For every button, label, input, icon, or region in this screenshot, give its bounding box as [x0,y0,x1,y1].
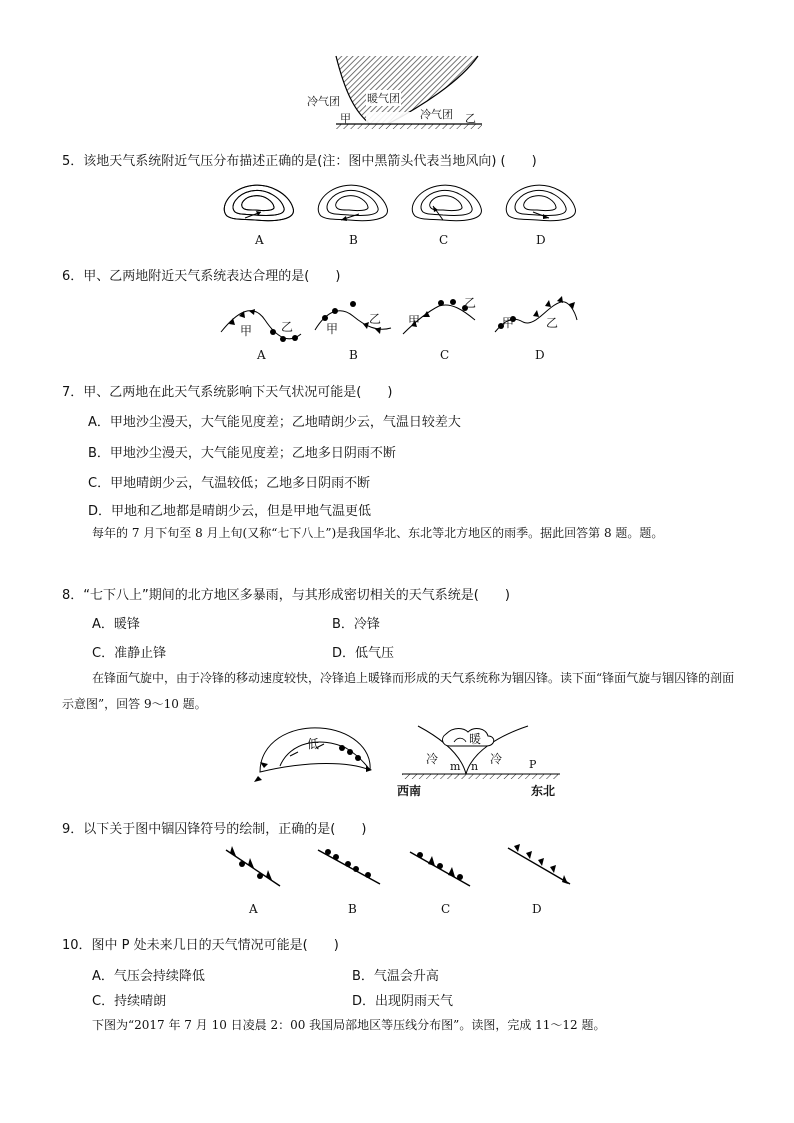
question-9: 9．以下关于图中锢囚锋符号的绘制，正确的是( ) [62,822,367,837]
q8-option-a: A．暖锋 [92,617,140,632]
question-7: 7．甲、乙两地在此天气系统影响下天气状况可能是( ) [62,385,393,400]
question-8: 8．“七下八上”期间的北方地区多暴雨，与其形成密切相关的天气系统是( ) [62,588,510,603]
passage-occluded-front: 在锋面气旋中，由于冷锋的移动速度较快，冷锋追上暖锋而形成的天气系统称为锢囚锋。读下面“锋面气旋与锢囚锋的剖面示意图”，回答 9～10 题。 [62,671,735,711]
q9-label-a: A [249,902,258,916]
q6-a-jia: 甲 [240,324,253,338]
occl-cold-right-label: 冷 [490,752,503,766]
occl-warm-label: 暖 [469,732,482,746]
q10-option-b: B．气温会升高 [352,969,439,984]
occl-symbol-b [318,849,380,884]
passage-qixia-bashang: 每年的 7 月下旬至 8 月上旬(又称“七下八上”)是我国华北、东北等北方地区的雨季。据此回答第 8 题。题。 [92,526,664,540]
passage-isobar-map: 下图为“2017 年 7 月 10 日凌晨 2：00 我国局部地区等压线分布图”。读图，完成 11～12 题。 [92,1018,606,1032]
q6-label-a: A [257,348,266,362]
cold-air-mass-label-right: 冷气团 [420,108,453,121]
occl-symbol-d [508,844,570,884]
q5-label-c: C [439,233,449,247]
isobar-option-d [506,185,575,220]
q9-label-d: D [532,902,542,916]
q5-isobar-options [215,178,595,230]
occl-n-label: n [471,760,479,773]
question-6: 6．甲、乙两地附近天气系统表达合理的是( ) [62,269,341,284]
q6-a-yi: 乙 [281,320,294,334]
q6-d-jia: 甲 [502,316,515,330]
question-5: 5．该地天气系统附近气压分布描述正确的是(注：图中黑箭头代表当地风向) ( ) [62,154,537,169]
occl-symbol-c [410,852,470,886]
q6-b-jia: 甲 [326,322,339,336]
warm-air-mass-label: 暖气团 [367,92,400,105]
q5-label-b: B [349,233,358,247]
q10-option-a: A．气压会持续降低 [92,969,205,984]
q5-label-a: A [255,233,264,247]
location-yi-label: 乙 [465,112,476,125]
q8-option-c: C．准静止锋 [92,646,167,661]
q6-b-yi: 乙 [369,312,382,326]
occl-p-label: P [529,758,537,771]
q9-occluded-symbol-options [220,842,580,894]
q6-c-yi: 乙 [464,296,477,310]
ground-surface [336,124,482,129]
question-10: 10．图中 P 处未来几日的天气情况可能是( ) [62,938,339,953]
isobar-option-b [318,185,387,221]
occl-symbol-a [226,846,280,886]
occl-southwest-label: 西南 [397,784,422,798]
q8-option-d: D．低气压 [332,646,395,661]
isobar-option-c [412,185,481,220]
q7-option-d: D．甲地和乙地都是晴朗少云，但是甲地气温更低 [88,504,372,519]
q6-label-b: B [349,348,358,362]
q6-c-jia: 甲 [408,314,421,328]
isobar-option-a [224,185,293,220]
q10-option-c: C．持续晴朗 [92,994,167,1009]
q6-label-c: C [440,348,450,362]
q6-d-yi: 乙 [546,316,559,330]
q10-option-d: D．出现阴雨天气 [352,994,454,1009]
cold-air-mass-label-left: 冷气团 [307,95,340,108]
occl-cold-left-label: 冷 [426,752,439,766]
q7-option-a: A．甲地沙尘漫天，大气能见度差；乙地晴朗少云，气温日较差大 [88,415,461,430]
q5-label-d: D [536,233,546,247]
occl-low-label: 低 [307,737,320,751]
frontal-cyclone-plan-figure [250,722,380,786]
occl-m-label: m [450,760,461,773]
q7-option-c: C．甲地晴朗少云，气温较低；乙地多日阴雨不断 [88,476,371,491]
q9-label-c: C [441,902,451,916]
occl-northeast-label: 东北 [531,784,556,798]
location-jia-label: 甲 [340,112,351,125]
q9-label-b: B [348,902,357,916]
q6-label-d: D [535,348,545,362]
q8-option-b: B．冷锋 [332,617,380,632]
q6-front-options [215,292,585,348]
q7-option-b: B．甲地沙尘漫天，大气能见度差；乙地多日阴雨不断 [88,446,396,461]
